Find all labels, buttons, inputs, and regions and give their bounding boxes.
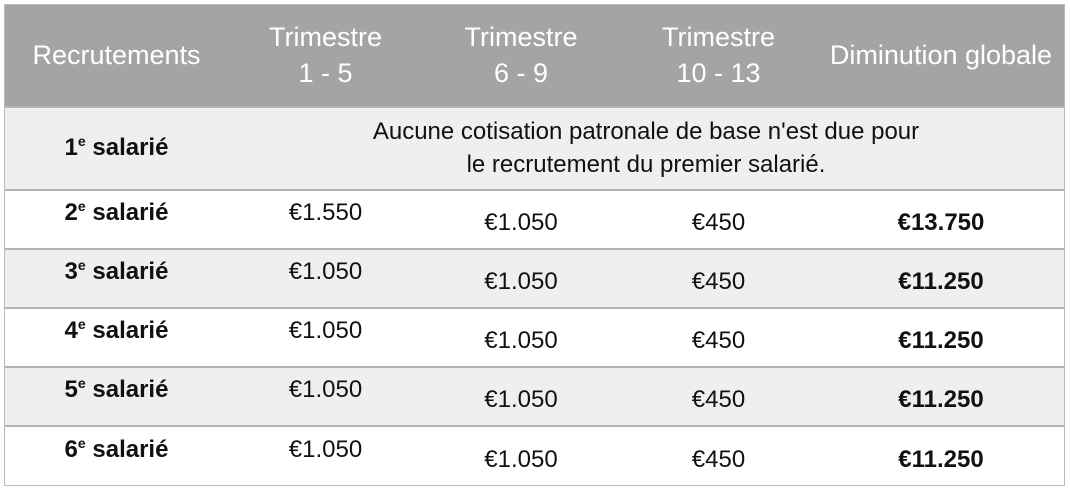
cell-quarter-1-5 xyxy=(228,367,423,426)
reduction-table xyxy=(5,5,1064,485)
row-label-superscript: e xyxy=(77,375,86,392)
cell-total-reduction xyxy=(818,308,1064,367)
cell-quarter-6-9 xyxy=(423,249,619,308)
cell-total-reduction xyxy=(818,249,1064,308)
header-recruitments xyxy=(5,5,228,107)
first-employee-note-line-2: le recrutement du premier salarié. xyxy=(466,151,826,179)
header-quarter-1-5 xyxy=(228,5,423,107)
row-label xyxy=(5,308,228,367)
row-label-suffix: salarié xyxy=(85,376,169,404)
row-label-superscript: e xyxy=(77,133,86,150)
row-label xyxy=(5,426,228,485)
cell-quarter-6-9 xyxy=(423,308,619,367)
cell-quarter-1-5 xyxy=(228,426,423,485)
header-row xyxy=(5,5,1064,107)
first-employee-note xyxy=(228,107,1064,190)
cell-quarter-1-5 xyxy=(228,308,423,367)
header-quarter-6-9-range: 6 - 9 xyxy=(493,57,549,88)
cell-total-reduction xyxy=(818,367,1064,426)
row-label-number: 4 xyxy=(64,317,78,345)
cell-value: €450 xyxy=(691,268,746,296)
row-label xyxy=(5,367,228,426)
table-row-first-employee xyxy=(5,107,1064,190)
header-total-reduction-label: Diminution globale xyxy=(829,39,1053,70)
header-total-reduction xyxy=(818,5,1064,107)
cell-quarter-10-13 xyxy=(619,426,818,485)
cell-quarter-10-13 xyxy=(619,367,818,426)
cell-value: €1.050 xyxy=(484,209,558,237)
table-row xyxy=(5,308,1064,367)
row-label-suffix: salarié xyxy=(85,199,169,227)
cell-value: €1.050 xyxy=(484,327,558,355)
row-label-suffix: salarié xyxy=(85,258,169,286)
cell-value: €11.250 xyxy=(898,268,984,296)
cell-value: €11.250 xyxy=(898,445,984,473)
table-header xyxy=(5,5,1064,107)
header-quarter-10-13-title: Trimestre xyxy=(662,22,775,53)
row-label xyxy=(5,249,228,308)
cell-total-reduction xyxy=(818,190,1064,249)
header-quarter-6-9-title: Trimestre xyxy=(464,22,578,53)
row-label-number: 6 xyxy=(64,435,78,463)
cell-value: €1.050 xyxy=(484,445,558,473)
table-row xyxy=(5,367,1064,426)
row-label-number: 1 xyxy=(64,134,78,162)
header-quarter-1-5-title: Trimestre xyxy=(269,22,382,53)
cell-value: €450 xyxy=(691,386,746,414)
row-label-number: 2 xyxy=(64,199,78,227)
first-employee-note-line-1: Aucune cotisation patronale de base n'est due pour xyxy=(372,117,920,145)
header-quarter-1-5-range: 1 - 5 xyxy=(298,57,353,88)
cell-value: €1.050 xyxy=(288,376,363,404)
cell-value: €1.550 xyxy=(288,199,363,227)
header-quarter-10-13-range: 10 - 13 xyxy=(676,57,761,88)
table-body xyxy=(5,107,1064,485)
cell-total-reduction xyxy=(818,426,1064,485)
row-label-number: 5 xyxy=(64,376,78,404)
cell-value: €450 xyxy=(691,327,746,355)
row-label xyxy=(5,107,228,190)
cell-quarter-10-13 xyxy=(619,249,818,308)
cell-value: €1.050 xyxy=(288,317,363,345)
cell-value: €1.050 xyxy=(288,258,363,286)
cell-value: €450 xyxy=(691,445,746,473)
cell-quarter-10-13 xyxy=(619,190,818,249)
cell-value: €1.050 xyxy=(484,386,558,414)
cell-quarter-1-5 xyxy=(228,249,423,308)
row-label xyxy=(5,190,228,249)
cell-quarter-10-13 xyxy=(619,308,818,367)
row-label-superscript: e xyxy=(77,257,86,274)
row-label-suffix: salarié xyxy=(85,134,169,162)
row-label-number: 3 xyxy=(64,258,78,286)
contribution-reduction-table xyxy=(4,4,1065,486)
cell-value: €11.250 xyxy=(898,327,984,355)
table-row xyxy=(5,426,1064,485)
row-label-superscript: e xyxy=(77,316,86,333)
cell-quarter-6-9 xyxy=(423,367,619,426)
cell-quarter-6-9 xyxy=(423,426,619,485)
row-label-superscript: e xyxy=(77,434,86,451)
cell-value: €1.050 xyxy=(484,268,558,296)
cell-quarter-6-9 xyxy=(423,190,619,249)
table-row xyxy=(5,249,1064,308)
header-quarter-10-13 xyxy=(619,5,818,107)
row-label-superscript: e xyxy=(77,198,86,215)
cell-quarter-1-5 xyxy=(228,190,423,249)
row-label-suffix: salarié xyxy=(85,317,169,345)
header-recruitments-label: Recrutements xyxy=(32,39,201,70)
cell-value: €450 xyxy=(691,209,746,237)
cell-value: €11.250 xyxy=(898,386,984,414)
cell-value: €13.750 xyxy=(897,209,985,237)
header-quarter-6-9 xyxy=(423,5,619,107)
row-label-suffix: salarié xyxy=(85,435,169,463)
cell-value: €1.050 xyxy=(288,435,363,463)
table-row xyxy=(5,190,1064,249)
